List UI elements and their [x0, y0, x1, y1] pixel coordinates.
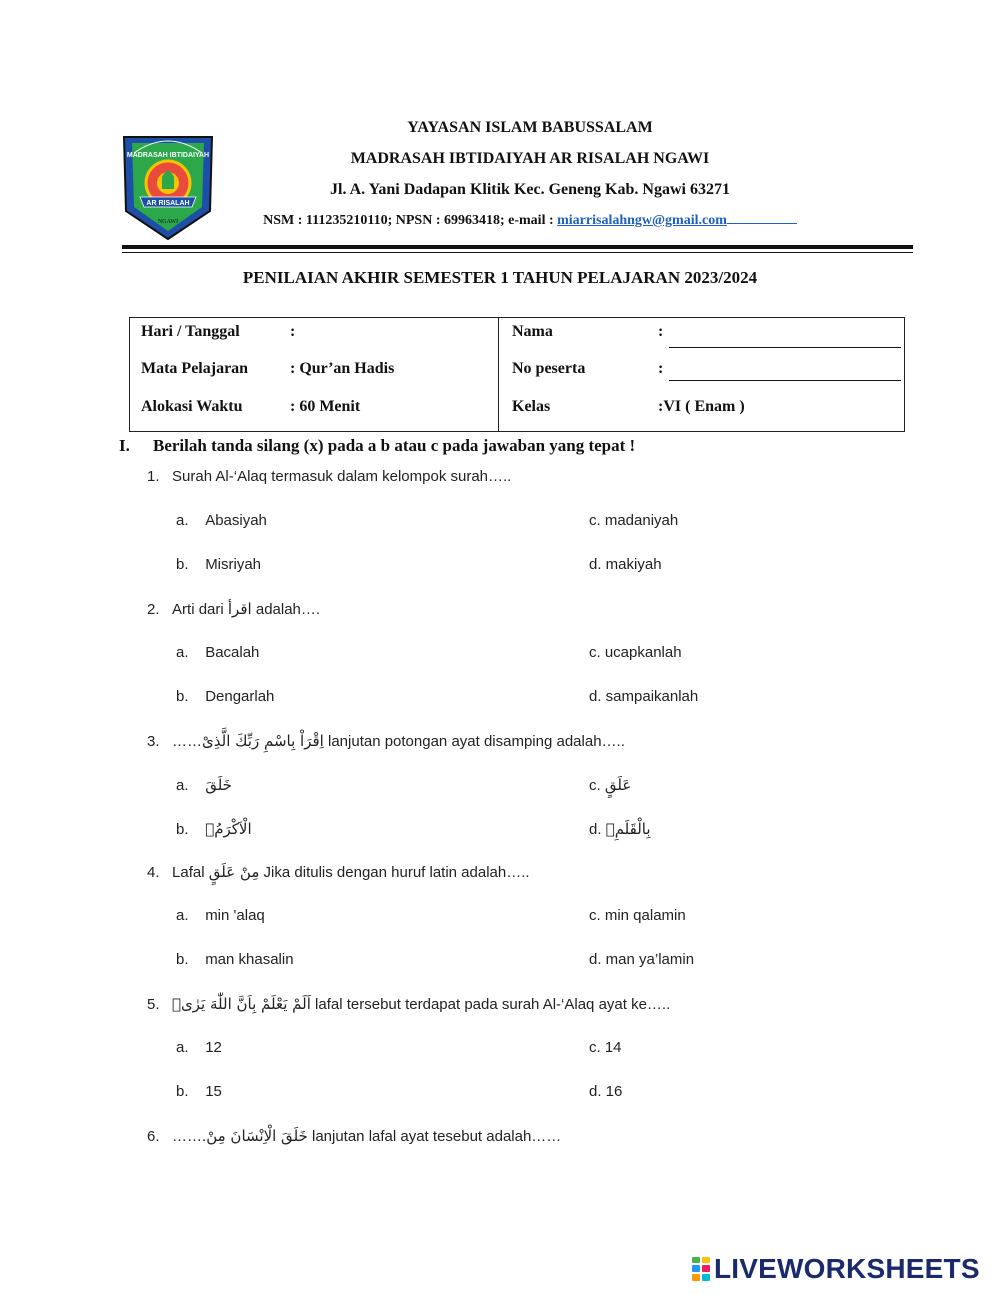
nama-label: Nama	[512, 323, 553, 340]
logo-bottom-text: NGAWI	[157, 219, 179, 225]
section-number: I.	[119, 436, 130, 455]
arabic-text: اِقْرَاْ بِاسْمِ رَبِّكَ الَّذِىْ	[202, 732, 324, 750]
mapel-label: Mata Pelajaran	[141, 360, 249, 377]
peserta-value: :	[658, 360, 664, 377]
q2-option-c[interactable]: c. ucapkanlah	[589, 644, 682, 661]
peserta-blank[interactable]	[669, 380, 901, 381]
nama-value: :	[658, 323, 664, 340]
q4-option-c[interactable]: c. min qalamin	[589, 907, 686, 924]
waktu-label: Alokasi Waktu	[141, 398, 243, 415]
q3-option-a[interactable]: a. خَلَقَ	[176, 776, 232, 794]
question-number: 5.	[147, 996, 160, 1013]
q1-option-b[interactable]: b. Misriyah	[176, 556, 262, 573]
q1-option-c[interactable]: c. madaniyah	[589, 512, 679, 529]
q5-option-b[interactable]: b. 15	[176, 1083, 222, 1100]
q4-option-b[interactable]: b. man khasalin	[176, 951, 294, 968]
school-ids	[230, 211, 830, 229]
school-name: MADRASAH IBTIDAIYAH AR RISALAH NGAWI	[350, 150, 710, 167]
school-address: Jl. A. Yani Dadapan Klitik Kec. Geneng Kab. Ngawi 63271	[330, 181, 730, 198]
section-heading	[119, 436, 635, 456]
q5-option-a[interactable]: a. 12	[176, 1039, 222, 1056]
q1-option-a[interactable]: a. Abasiyah	[176, 512, 267, 529]
kelas-label: Kelas	[512, 398, 551, 415]
q4-option-d[interactable]: d. man ya’lamin	[589, 951, 695, 968]
school-logo	[120, 133, 216, 241]
question-number: 2.	[147, 601, 160, 618]
header-rule-thin	[122, 252, 913, 253]
q2-option-d[interactable]: d. sampaikanlah	[589, 688, 699, 705]
q3-option-c[interactable]: c. عَلَقٍ	[589, 776, 632, 794]
section-instruction: Berilah tanda silang (x) pada a b atau c pada jawaban yang tepat !	[153, 436, 636, 455]
question-number: 3.	[147, 733, 160, 750]
foundation-name: YAYASAN ISLAM BABUSSALAM	[407, 119, 653, 136]
q2-option-b[interactable]: b. Dengarlah	[176, 688, 275, 705]
logo-top-text: MADRASAH IBTIDAIYAH	[126, 152, 210, 159]
q5-option-c[interactable]: c. 14	[589, 1039, 622, 1056]
q1-option-d[interactable]: d. makiyah	[589, 556, 662, 573]
question-1	[147, 468, 511, 485]
question-4: 4. Lafal مِنْ عَلَقٍ Jika ditulis dengan huruf latin adalah…..	[147, 863, 530, 881]
question-number: 1.	[147, 468, 160, 485]
arabic-text: خَلَقَ الْاِنْسَانَ مِنْ	[206, 1127, 308, 1145]
kelas-value: :VI ( Enam )	[658, 398, 745, 415]
arabic-text: اقرأ	[227, 600, 252, 618]
arabic-text: اَلَمْ يَعْلَمْ بِاَنَّ اللّٰهَ يَرٰىۗ	[172, 995, 311, 1013]
liveworksheets-logo[interactable]	[691, 1253, 980, 1285]
waktu-value: : 60 Menit	[290, 398, 361, 415]
hari-value: :	[290, 323, 296, 340]
liveworksheets-wordmark: LIVEWORKSHEETS	[714, 1253, 980, 1284]
logo-ribbon-text: AR RISALAH	[146, 200, 190, 207]
q3-option-b[interactable]: b. الْاَكْرَمُۙ	[176, 820, 252, 838]
exam-title: PENILAIAN AKHIR SEMESTER 1 TAHUN PELAJARAN 2023/2024	[242, 268, 758, 287]
hari-label: Hari / Tanggal	[141, 323, 240, 340]
nama-blank[interactable]	[669, 347, 901, 348]
mapel-value: : Qur’an Hadis	[290, 360, 395, 377]
arabic-text: مِنْ عَلَقٍ	[208, 863, 260, 881]
header-rule-thick	[122, 245, 913, 249]
question-6: 6. …….خَلَقَ الْاِنْسَانَ مِنْ lanjutan lafal ayat tesebut adalah……	[147, 1127, 562, 1145]
email-underline	[727, 211, 797, 224]
peserta-label: No peserta	[512, 360, 586, 377]
question-5: 5. اَلَمْ يَعْلَمْ بِاَنَّ اللّٰهَ يَرٰىۗ lafal tersebut terdapat pada surah Al-‘Alaq ayat ke…..	[147, 995, 671, 1013]
liveworksheets-icon	[691, 1256, 711, 1282]
question-3: 3. ……اِقْرَاْ بِاسْمِ رَبِّكَ الَّذِىْ lanjutan potongan ayat disamping adalah…..	[147, 732, 625, 750]
question-number: 4.	[147, 864, 160, 881]
question-2: 2. Arti dari اقرأ adalah….	[147, 600, 321, 618]
q3-option-d[interactable]: d. بِالْقَلَمِۙ	[589, 820, 651, 838]
email-link[interactable]: miarrisalahngw@gmail.com	[557, 213, 727, 228]
question-number: 6.	[147, 1128, 160, 1145]
q5-option-d[interactable]: d. 16	[589, 1083, 623, 1100]
q2-option-a[interactable]: a. Bacalah	[176, 644, 260, 661]
school-ids-text: NSM : 111235210110; NPSN : 69963418; e-mail :	[263, 213, 558, 228]
info-divider	[498, 317, 499, 432]
question-text: Surah Al-‘Alaq termasuk dalam kelompok surah…..	[172, 468, 512, 485]
q4-option-a[interactable]: a. min 'alaq	[176, 907, 265, 924]
